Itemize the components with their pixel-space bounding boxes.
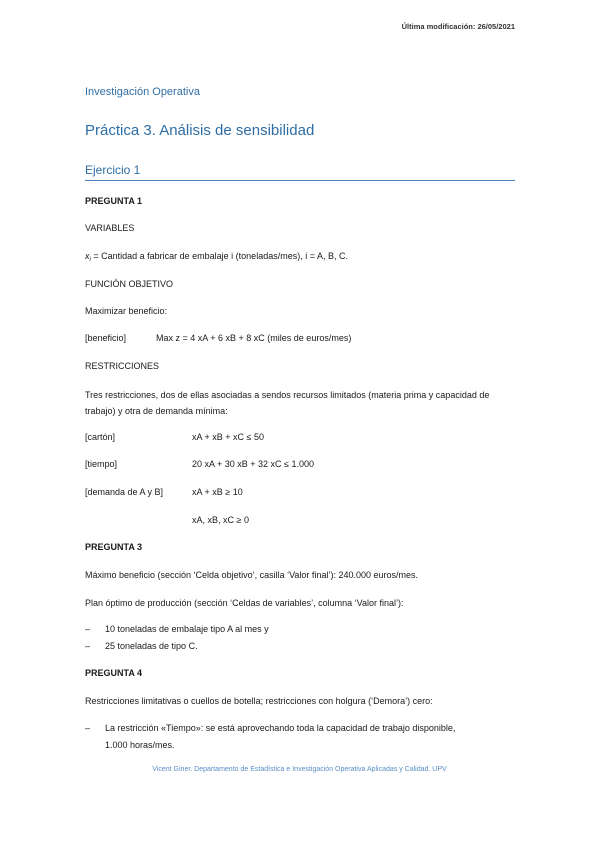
constraints-heading: RESTRICCIONES [85, 361, 160, 371]
course-name: Investigación Operativa [85, 86, 200, 98]
list-bullet: – [85, 624, 91, 634]
constraint-demand-label: [demanda de A y B] [85, 487, 164, 497]
list-item: 10 toneladas de embalaje tipo A al mes y [105, 624, 269, 634]
question-4-heading: PREGUNTA 4 [85, 668, 143, 678]
max-benefit-text: Máximo beneficio (sección ‘Celda objetivo’, casilla ‘Valor final’): 240.000 euros/mes. [85, 570, 418, 580]
heading-divider [85, 180, 515, 181]
page-footer: Vicent Giner. Departamento de Estadística e Investigación Operativa Aplicadas y Calidad. UPV [152, 766, 447, 773]
constraint-time-formula: 20 xA + 30 xB + 32 xC ≤ 1.000 [192, 459, 315, 469]
last-modified-date: Última modificación: 26/05/2021 [401, 22, 515, 31]
question-3-heading: PREGUNTA 3 [85, 542, 143, 552]
constraint-demand-formula: xA + xB ≥ 10 [192, 487, 243, 497]
variable-subscript: i [89, 257, 91, 263]
constraint-carton-formula: xA + xB + xC ≤ 50 [192, 432, 264, 442]
optimal-plan-text: Plan óptimo de producción (sección ‘Celdas de variables’, columna ‘Valor final’): [85, 598, 404, 608]
benefit-label: [beneficio] [85, 333, 127, 343]
list-item-line: La restricción «Tiempo»: se está aprovechando toda la capacidad de trabajo disponible, [105, 723, 456, 733]
variable-definition [85, 251, 348, 263]
question-1-heading: PREGUNTA 1 [85, 196, 143, 206]
variable-definition-text: = Cantidad a fabricar de embalaje i (toneladas/mes), i = A, B, C. [90, 251, 348, 261]
list-item: 25 toneladas de tipo C. [105, 641, 198, 651]
exercise-heading: Ejercicio 1 [85, 163, 141, 177]
constraint-time-label: [tiempo] [85, 459, 118, 469]
list-bullet: – [85, 723, 91, 733]
list-bullet: – [85, 641, 91, 651]
nonnegativity-constraint: xA, xB, xC ≥ 0 [192, 515, 249, 525]
maximize-text: Maximizar beneficio: [85, 306, 168, 316]
constraint-carton-label: [cartón] [85, 432, 116, 442]
objective-formula: Max z = 4 xA + 6 xB + 8 xC (miles de euros/mes) [156, 333, 352, 343]
limiting-constraints-intro: Restricciones limitativas o cuellos de botella; restricciones con holgura (‘Demora’) cero: [85, 696, 433, 706]
variable-symbol: x [85, 251, 90, 261]
objective-heading: FUNCIÓN OBJETIVO [85, 279, 174, 289]
page-title: Práctica 3. Análisis de sensibilidad [85, 122, 315, 139]
variables-heading: VARIABLES [85, 223, 135, 233]
constraints-intro: Tres restricciones, dos de ellas asociadas a sendos recursos limitados (materia prima y capacidad de trabajo) y otra de demanda mínima: [85, 390, 490, 416]
list-item-line: 1.000 horas/mes. [105, 740, 175, 750]
